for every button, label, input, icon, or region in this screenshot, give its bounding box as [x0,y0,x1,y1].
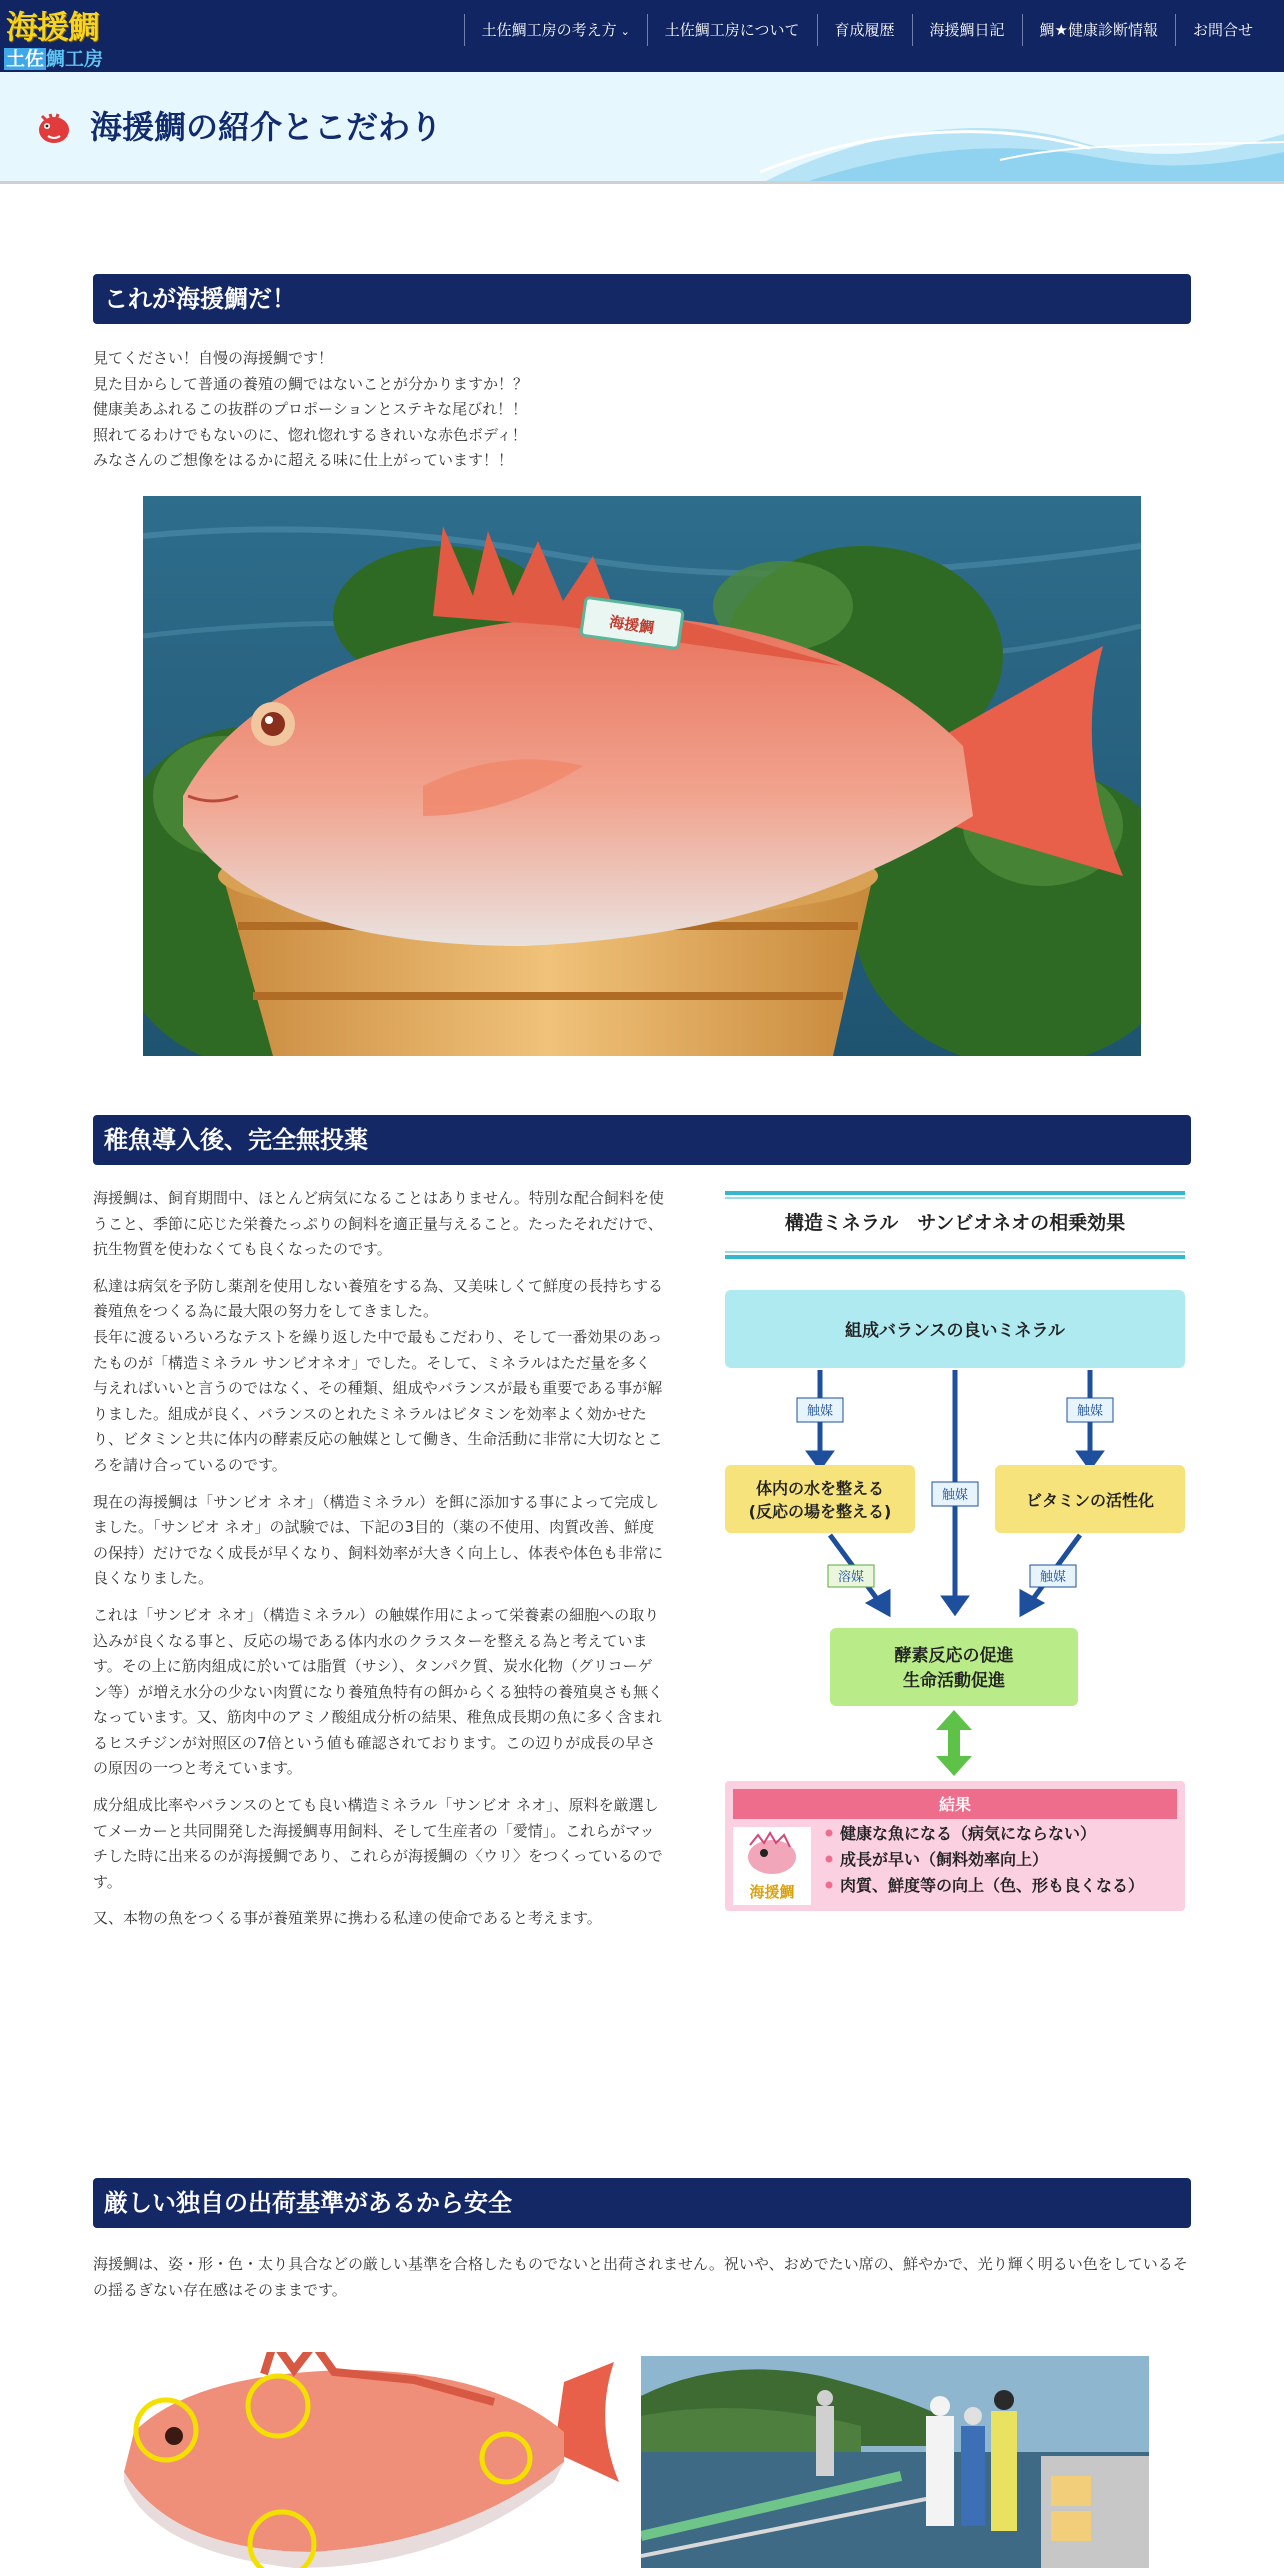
site-logo[interactable] [0,0,116,72]
nav-label: 土佐鯛工房の考え方 [481,21,617,39]
diagram-left-label-1: 体内の水を整える [755,1479,885,1498]
nav-label: 土佐鯛工房について [664,21,800,39]
diagram-title: 構造ミネラル サンビオネオの相乗効果 [784,1212,1126,1234]
logo-subtitle-b: 鯛工房 [46,48,104,70]
diagram-center-label-1: 酵素反応の促進 [894,1646,1014,1666]
intro-text [93,346,1191,474]
result-item: 成長が早い（飼料効率向上） [840,1850,1049,1869]
tag-catalyst-2: 触媒 [1076,1404,1104,1419]
paragraph: 又、本物の魚をつくる事が養殖業界に携わる私達の使命であると考えます。 [93,1909,602,1928]
paragraph: これは「サンビオ ネオ」（構造ミネラル）の触媒作用によって栄養素の細胞への取り込みが良くなる事と、反応の場である体内水のクラスターを整える為と考えています。その上に筋肉組成に於いては脂質（サシ）、タンパク質、炭水化物（グリコーゲン等）が増え水分の少ない肉質になり養殖魚特有の餌からくる独特の養殖臭さも無くなっています。又、筋肉中のアミノ酸組成分析の結果、稚魚成長期の魚に多く含まれるヒスチジンが対照区の7倍という値も確認されております。この辺りが成長の早さの原因の一つと考えています。 [93,1605,664,1778]
intro-line: 見た目からして普通の養殖の鯛ではないことが分かりますか！？ [93,374,529,393]
nav-label: 育成履歴 [834,21,895,39]
intro-line: みなさんのご想像をはるかに超える味に仕上がっています！！ [93,451,514,470]
synergy-diagram [720,1185,1190,1915]
paragraph: 私達は病気を予防し薬剤を使用しない養殖をする為、又美味しくて鮮度の長持ちする養殖魚をつくる為に最大限の努力をしてきました。 長年に渡るいろいろなテストを繰り返した中で最もこだわり、そして一番効果のあったものが「構造ミネラル サンビオネオ」でした。そして、ミネラルはただ量を多く与えればいいと言うのではなく、その種類、組成やバランスが最も重要である事が解りました。組成が良く、バランスのとれたミネラルはビタミンを効率よく効かせたり、ビタミンと共に体内の酵素反応の触媒として働き、生命活動に非常に大切なところを請け合っているのです。 [93,1276,664,1474]
diagram-left-label-2: (反応の場を整える) [748,1502,892,1521]
nav-item-philosophy[interactable] [464,14,647,46]
result-item: 肉質、鮮度等の向上（色、形も良くなる） [840,1876,1145,1895]
diagram-right-label: ビタミンの活性化 [1025,1491,1155,1510]
tag-solvent: 溶媒 [837,1570,865,1585]
diagram-result-title: 結果 [938,1795,972,1814]
page-title: 海援鯛の紹介とこだわり [90,108,443,146]
section-heading-shipping: 厳しい独自の出荷基準があるから安全 [93,2178,1191,2228]
fish-tag: 海援鯛 [608,612,656,638]
nav-item-contact[interactable] [1175,14,1270,46]
intro-line: 健康美あふれるこの抜群のプロポーションとステキな尾びれ！！ [93,400,528,419]
tag-catalyst-1: 触媒 [806,1404,834,1419]
chevron-down-icon: ⌄ [620,25,630,38]
nav-label: 海援鯛日記 [929,21,1005,39]
intro-line: 見てください！自慢の海援鯛です！ [93,349,334,367]
shipping-text: 海援鯛は、姿・形・色・太り具合などの厳しい基準を合格したものでないと出荷されません。祝いや、おめでたい席の、鮮やかで、光り輝く明るい色をしているその揺るぎない存在感はそのままです。 [93,2255,1188,2299]
fish-inspection-photo [114,2352,624,2568]
medication-text [93,1186,665,1943]
tag-catalyst-4: 触媒 [1039,1570,1067,1585]
nav-label: お問合せ [1192,21,1253,39]
nav-item-about[interactable] [647,14,817,46]
fish-icon [34,108,74,148]
logo-title: 海援鯛 [6,8,100,46]
page-hero [0,72,1284,184]
nav-label: 鯛★健康診断情報 [1039,21,1158,39]
tag-catalyst-3: 触媒 [941,1488,969,1503]
main-nav [464,14,1270,46]
result-logo-text: 海援鯛 [749,1883,795,1901]
paragraph: 海援鯛は、飼育期間中、ほとんど病気になることはありません。特別な配合飼料を使うこと、季節に応じた栄養たっぷりの飼料を適正量与えること。たったそれだけで、抗生物質を使わなくても良くなったのです。 [93,1189,664,1259]
nav-item-history[interactable] [817,14,912,46]
section-heading-intro: これが海援鯛だ！ [93,274,1191,324]
diagram-center-box [830,1628,1078,1706]
paragraph: 成分組成比率やバランスのとても良い構造ミネラル「サンビオ ネオ」、原料を厳選してメーカーと共同開発した海援鯛専用飼料、そして生産者の「愛情」。これらがマッチした時に出来るのが海援鯛であり、これらが海援鯛の〈ウリ〉をつくっているのです。 [93,1796,663,1891]
site-header [0,0,1284,72]
diagram-left-box [725,1465,915,1533]
nav-item-diary[interactable] [912,14,1022,46]
diagram-top-label: 組成バランスの良いミネラル [845,1321,1065,1341]
logo-subtitle [4,44,103,71]
result-item: 健康な魚になる（病気にならない） [840,1824,1097,1843]
harvest-photo [641,2356,1149,2568]
paragraph: 現在の海援鯛は「サンビオ ネオ」（構造ミネラル）を餌に添加する事によって完成しました。「サンビオ ネオ」の試験では、下記の3目的（薬の不使用、肉質改善、鮮度の保持）だけでなく成長が早くなり、飼料効率が大きく向上し、体表や体色も非常に良くなりました。 [93,1492,664,1588]
section-heading-medication: 稚魚導入後、完全無投薬 [93,1115,1191,1165]
diagram-center-label-2: 生命活動促進 [903,1671,1005,1691]
intro-line: 照れてるわけでもないのに、惚れ惚れするきれいな赤色ボディ！ [93,425,527,444]
logo-subtitle-a: 土佐 [6,48,45,70]
fish-photo [143,496,1141,1056]
nav-item-health-check[interactable] [1022,14,1175,46]
